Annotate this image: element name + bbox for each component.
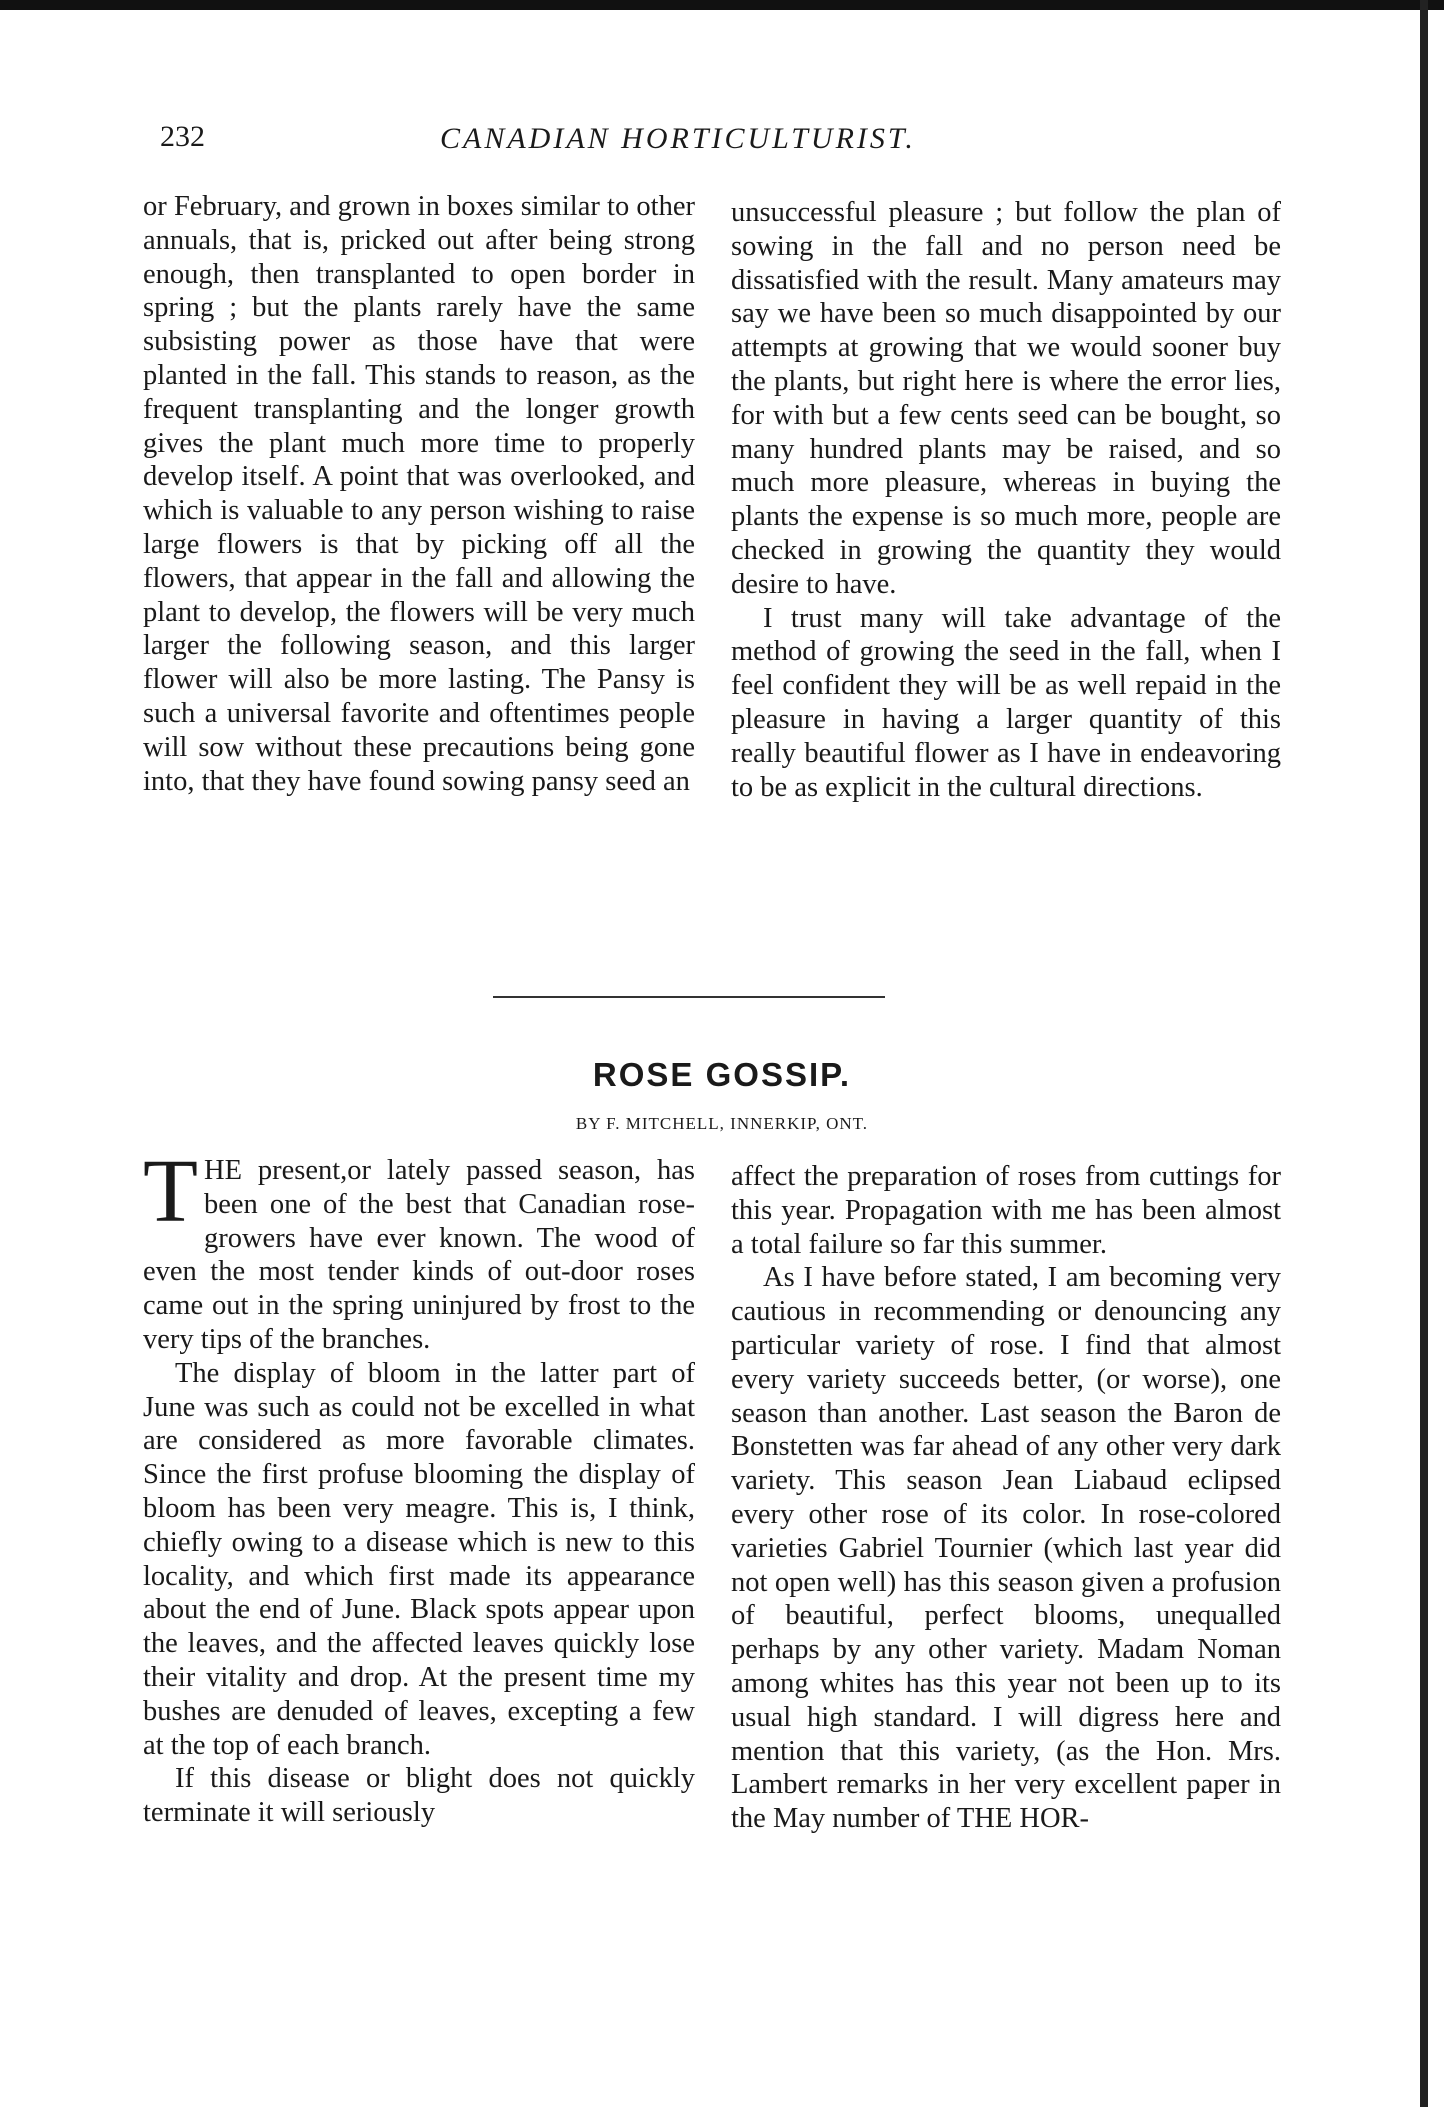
- paragraph: unsuccessful pleasure ; but follow the plan of sowing in the fall and no person need be dissatisfied with the result. Many amateurs may say we have been so much disappointed by our attempts at growing that we would sooner buy the plants, but right here is where the error lies, for with but a few cents seed can be bought, so many hundred plants may be raised, and so much more pleasure, whereas in buying the plants the expense is so much more, people are checked in growing the quantity they would desire to have.: [731, 197, 1281, 600]
- section-divider: [493, 996, 885, 998]
- drop-cap: T: [143, 1142, 198, 1241]
- paragraph: I trust many will take advantage of the method of growing the seed in the fall, when I feel confident they will be as well repaid in the pleasure in having a larger quantity of this really beautiful flower as I have in endeavoring to be as explicit in the cultural directions.: [731, 602, 1281, 803]
- paragraph: As I have before stated, I am becoming very cautious in recommending or denouncing any particular variety of rose. I find that almost every variety succeeds better, (or worse), one season than another. Last season the Baron de Bonstetten was far ahead of any other very dark variety. This season Jean Liabaud eclipsed every other rose of its color. In rose-colored varieties Gabriel Tournier (which last year did not open well) has this season given a profusion of beautiful, perfect blooms, unequalled perhaps by any other variety. Madam Noman among whites has this year not been up to its usual high standard. I will digress here and mention that this variety, (as the Hon. Mrs. Lambert remarks in her very excellent paper in the May number of THE HOR-: [731, 1262, 1281, 1835]
- article-byline: BY F. MITCHELL, INNERKIP, ONT.: [575, 1114, 869, 1133]
- paragraph: If this disease or blight does not quickly terminate it will seriously: [143, 1763, 695, 1829]
- paragraph: or February, and grown in boxes similar to other annuals, that is, pricked out after being strong enough, then transplanted to open border in spring ; but the plants rarely have the same subsisting power as those have that were planted in the fall. This stands to reason, as the frequent transplanting and the longer growth gives the plant much more time to properly develop itself. A point that was overlooked, and which is valuable to any person wishing to raise large flowers is that by picking off all the flowers, that appear in the fall and allowing the plant to develop, the flowers will be very much larger the following season, and this larger flower will also be more lasting. The Pansy is such a universal favorite and oftentimes people will sow without these precautions being gone into, that they have found sowing pansy seed an: [143, 191, 695, 797]
- paragraph-text: HE present,or lately passed season, has been one of the best that Canadian rose-growers have ever known. The wood of even the most tender kinds of out-door roses came out in the spring uninjured by frost to the very tips of the branches.: [143, 1155, 695, 1355]
- continued-article-left-column: [143, 190, 695, 798]
- top-border-rule: [0, 0, 1444, 10]
- page-number: 232: [160, 120, 205, 153]
- running-title: CANADIAN HORTICULTURIST.: [440, 122, 916, 155]
- continued-article-right-column: [731, 196, 1281, 804]
- paragraph: The display of bloom in the latter part of June was such as could not be excelled in what are considered as more favorable climates. Since the first profuse blooming the display of bloom has been very meagre. This is, I think, chiefly owing to a disease which is new to this locality, and which first made its appearance about the end of June. Black spots appear upon the leaves, and the affected leaves quickly lose their vitality and drop. At the present time my bushes are denuded of leaves, excepting a few at the top of each branch.: [143, 1357, 695, 1761]
- paragraph: [143, 1142, 695, 1357]
- article-title: ROSE GOSSIP.: [592, 1056, 852, 1093]
- rose-article-right-column: [731, 1160, 1281, 1836]
- paragraph: affect the preparation of roses from cuttings for this year. Propagation with me has been almost a total failure so far this summer.: [731, 1161, 1281, 1260]
- right-border-rule: [1420, 0, 1428, 2107]
- rose-article-left-column: [143, 1142, 695, 1830]
